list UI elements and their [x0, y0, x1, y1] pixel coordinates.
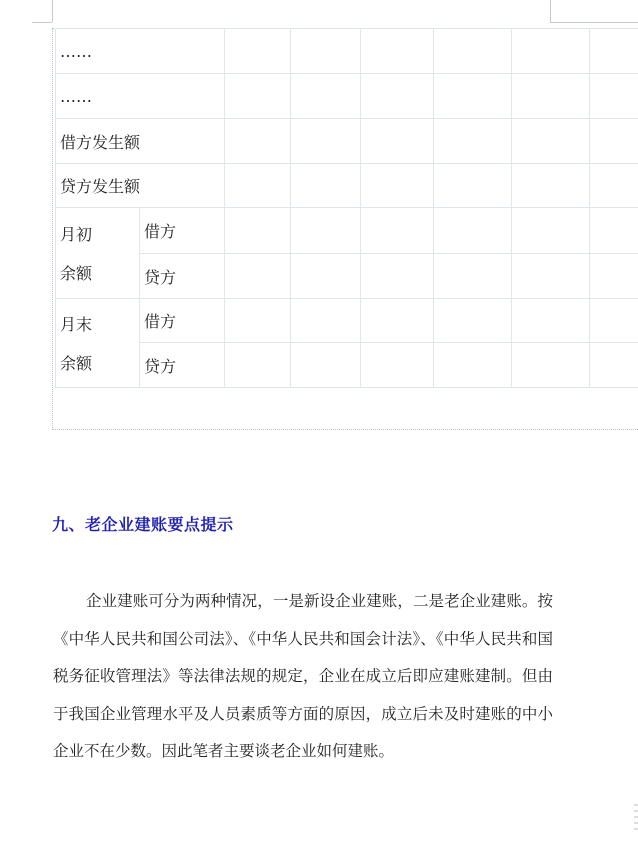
table-cell[interactable]: [225, 208, 291, 254]
table-row: [56, 119, 638, 164]
closing-debit-label[interactable]: 借方: [140, 299, 225, 343]
body-paragraph: 企业建账可分为两种情况，一是新设企业建账，二是老企业建账。按《中华人民共和国公司法》、《中华人民共和国会计法》、《中华人民共和国税务征收管理法》等法律法规的规定，企业在成立后即应建账建制。但由于我国企业管理水平及人员素质等方面的原因，成立后未及时建账的中小企业不在少数。因此笔者主要谈老企业如何建账。: [53, 592, 553, 760]
table-cell[interactable]: [361, 164, 434, 208]
table-cell[interactable]: [512, 254, 590, 299]
table-cell[interactable]: [434, 254, 512, 299]
table-row: [56, 299, 638, 343]
table-cell[interactable]: [291, 119, 361, 164]
closing-balance-label[interactable]: [56, 299, 140, 388]
table-cell[interactable]: [291, 208, 361, 254]
page-margin-marker: [550, 0, 551, 22]
table-cell[interactable]: [590, 343, 638, 388]
closing-balance-line2: 余额: [60, 354, 93, 373]
opening-credit-label[interactable]: 贷方: [140, 254, 225, 299]
row-label[interactable]: ……: [56, 29, 225, 74]
table-cell[interactable]: [225, 343, 291, 388]
table-row: [56, 208, 638, 254]
table-cell[interactable]: [512, 74, 590, 119]
table-cell[interactable]: [590, 299, 638, 343]
table-cell[interactable]: [291, 254, 361, 299]
table-cell[interactable]: [590, 74, 638, 119]
opening-balance-line1: 月初: [60, 225, 93, 244]
table-cell[interactable]: [291, 299, 361, 343]
ledger-table-container: [55, 28, 638, 388]
table-cell[interactable]: [434, 29, 512, 74]
table-cell[interactable]: [361, 208, 434, 254]
table-cell[interactable]: [434, 208, 512, 254]
table-cell[interactable]: [512, 29, 590, 74]
table-cell[interactable]: [291, 29, 361, 74]
ledger-table: [55, 28, 638, 388]
table-cell[interactable]: [512, 164, 590, 208]
opening-debit-label[interactable]: 借方: [140, 208, 225, 254]
table-cell[interactable]: [361, 343, 434, 388]
table-cell[interactable]: [434, 74, 512, 119]
table-cell[interactable]: [590, 208, 638, 254]
table-cell[interactable]: [291, 343, 361, 388]
table-cell[interactable]: [590, 254, 638, 299]
page-margin-line: [32, 22, 52, 23]
table-cell[interactable]: [361, 299, 434, 343]
opening-balance-label[interactable]: [56, 208, 140, 299]
table-cell[interactable]: [361, 254, 434, 299]
table-row: [56, 74, 638, 119]
table-cell[interactable]: [590, 29, 638, 74]
table-cell[interactable]: [291, 74, 361, 119]
table-cell[interactable]: [512, 119, 590, 164]
table-cell[interactable]: [225, 254, 291, 299]
row-label[interactable]: 贷方发生额: [56, 164, 225, 208]
table-cell[interactable]: [512, 299, 590, 343]
table-cell[interactable]: [434, 164, 512, 208]
closing-credit-label[interactable]: 贷方: [140, 343, 225, 388]
table-cell[interactable]: [291, 164, 361, 208]
row-label[interactable]: 借方发生额: [56, 119, 225, 164]
table-cell[interactable]: [225, 74, 291, 119]
table-cell[interactable]: [361, 29, 434, 74]
table-cell[interactable]: [225, 119, 291, 164]
section-heading: 九、老企业建账要点提示: [52, 515, 234, 534]
table-cell[interactable]: [512, 343, 590, 388]
opening-balance-line2: 余额: [60, 264, 93, 283]
row-label[interactable]: ……: [56, 74, 225, 119]
table-row: [56, 343, 638, 388]
table-cell[interactable]: [434, 119, 512, 164]
table-cell[interactable]: [512, 208, 590, 254]
table-cell[interactable]: [361, 119, 434, 164]
table-cell[interactable]: [590, 164, 638, 208]
table-row: [56, 164, 638, 208]
table-cell[interactable]: [434, 343, 512, 388]
table-cell[interactable]: [225, 299, 291, 343]
closing-balance-line1: 月末: [60, 315, 93, 334]
table-cell[interactable]: [590, 119, 638, 164]
page-corner-mark: [632, 800, 638, 840]
table-cell[interactable]: [225, 29, 291, 74]
table-cell[interactable]: [434, 299, 512, 343]
table-row: [56, 29, 638, 74]
table-cell[interactable]: [225, 164, 291, 208]
page-margin-line: [550, 22, 638, 23]
page-margin-marker: [52, 0, 53, 22]
table-row: [56, 254, 638, 299]
table-cell[interactable]: [361, 74, 434, 119]
